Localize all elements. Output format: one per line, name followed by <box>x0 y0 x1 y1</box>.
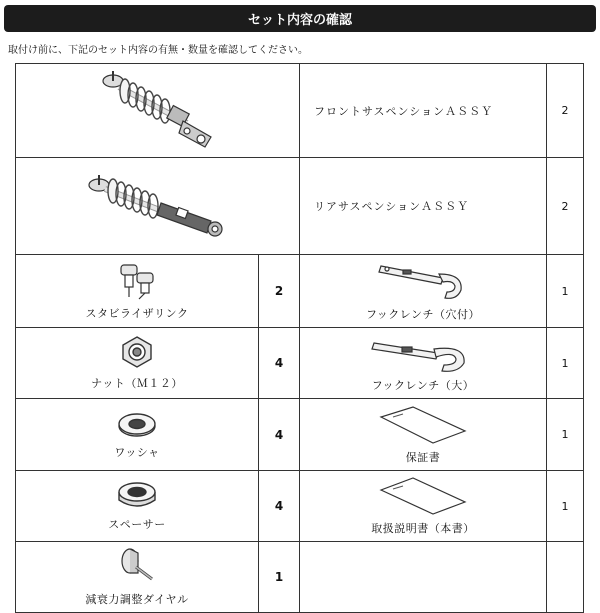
stabilizer-link-cell <box>16 255 259 328</box>
empty-qty-cell <box>547 542 584 613</box>
rear-suspension-image-cell <box>16 158 300 255</box>
spacer-icon <box>115 480 159 512</box>
damping-dial-cell <box>16 542 259 613</box>
warranty-cell <box>300 399 547 471</box>
table-row-washer <box>16 399 584 471</box>
nut-cell <box>16 328 259 399</box>
manual-qty: 1 <box>547 471 584 542</box>
rear-suspension-icon <box>73 163 243 249</box>
table-row-rear <box>16 158 584 255</box>
damping-dial-name: 減衰力調整ダイヤル <box>85 593 189 606</box>
warranty-card-icon <box>373 405 473 445</box>
warranty-name: 保証書 <box>405 450 441 464</box>
table-row-stabilizer <box>16 255 584 328</box>
section-title: セット内容の確認 <box>247 13 352 28</box>
washer-name: ワッシャ <box>114 445 160 459</box>
manual-icon <box>373 476 473 516</box>
stabilizer-link-icon <box>107 261 167 301</box>
manual-cell <box>300 471 547 542</box>
table-row-nut <box>16 328 584 399</box>
hook-wrench-large-qty: 1 <box>547 328 584 399</box>
nut-icon <box>117 335 157 371</box>
hook-wrench-hole-cell <box>300 255 547 328</box>
front-suspension-icon <box>83 67 233 155</box>
washer-cell <box>16 399 259 471</box>
empty-cell <box>300 542 547 613</box>
rear-suspension-name: リアサスペンションＡＳＳＹ <box>300 158 547 255</box>
warranty-qty: 1 <box>547 399 584 471</box>
front-suspension-qty: 2 <box>547 64 584 158</box>
stabilizer-link-name: スタビライザリンク <box>85 307 189 320</box>
hook-wrench-hole-name: フックレンチ（穴付） <box>366 308 480 321</box>
parts-table <box>15 63 584 613</box>
instruction-text: 取付け前に、下記のセット内容の有無・数量を確認してください。 <box>8 45 308 56</box>
rear-suspension-qty: 2 <box>547 158 584 255</box>
table-row-spacer <box>16 471 584 542</box>
front-suspension-image-cell <box>16 64 300 158</box>
nut-qty: 4 <box>259 328 300 399</box>
table-row-dial <box>16 542 584 613</box>
front-suspension-name: フロントサスペンションＡＳＳＹ <box>300 64 547 158</box>
table-row-front <box>16 64 584 158</box>
spacer-cell <box>16 471 259 542</box>
manual-name: 取扱説明書（本書） <box>371 522 475 535</box>
hook-wrench-large-icon <box>368 333 478 373</box>
spacer-qty: 4 <box>259 471 300 542</box>
hook-wrench-hole-qty: 1 <box>547 255 584 328</box>
hook-wrench-large-name: フックレンチ（大） <box>371 379 475 392</box>
washer-qty: 4 <box>259 399 300 471</box>
washer-icon <box>115 410 159 440</box>
spacer-name: スペーサー <box>108 518 166 531</box>
section-header <box>4 5 596 32</box>
hook-wrench-large-cell <box>300 328 547 399</box>
damping-dial-icon <box>112 547 162 587</box>
stabilizer-link-qty: 2 <box>259 255 300 328</box>
hook-wrench-hole-icon <box>373 260 473 302</box>
damping-dial-qty: 1 <box>259 542 300 613</box>
nut-name: ナット（Ｍ１２） <box>91 377 183 390</box>
